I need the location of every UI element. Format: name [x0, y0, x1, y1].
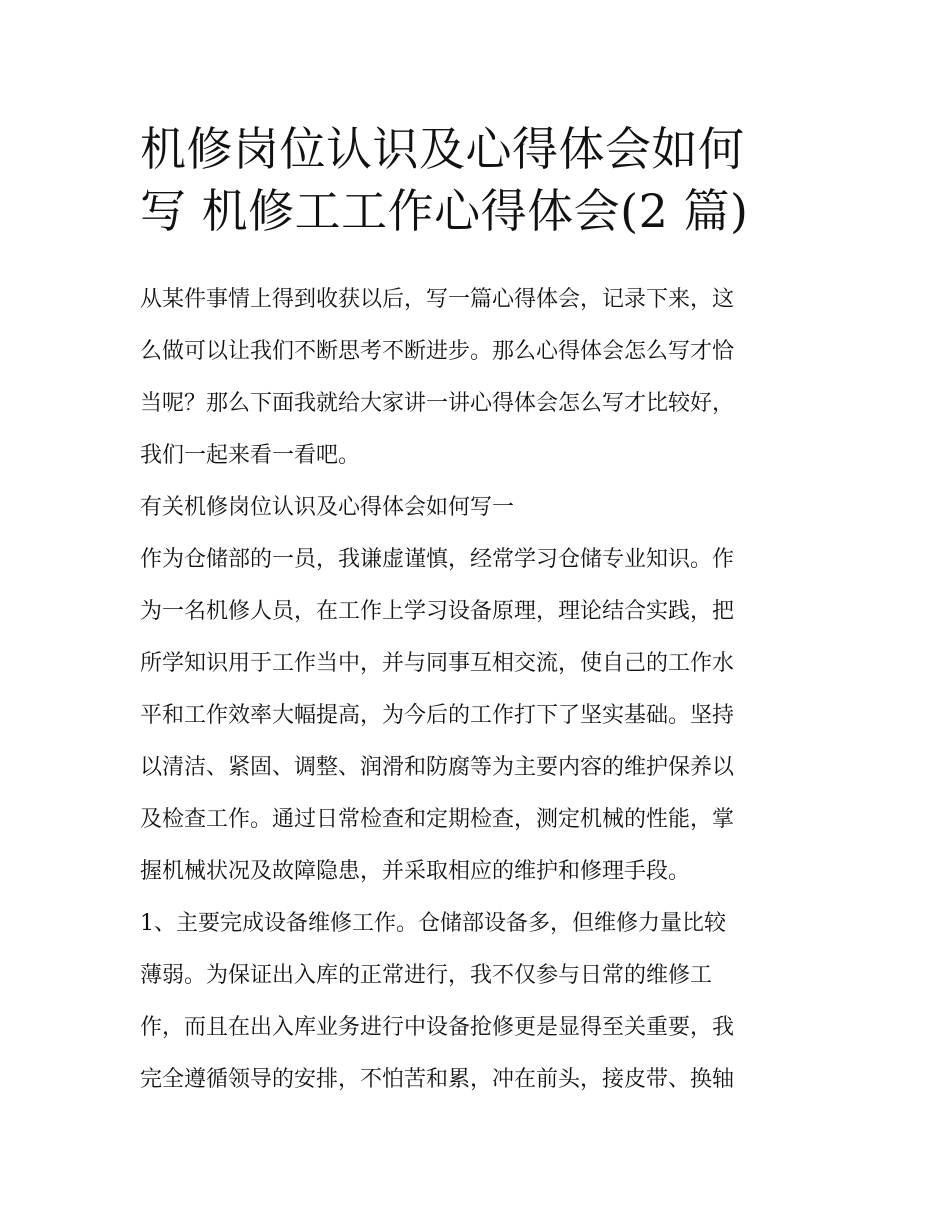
- intro-line: 从某件事情上得到收获以后，写一篇心得体会，记录下来，这: [140, 287, 735, 312]
- paragraph-line: 及检查工作。通过日常检查和定期检查，测定机械的性能，掌: [140, 807, 735, 832]
- paragraph-line: 握机械状况及故障隐患，并采取相应的维护和修理手段。: [140, 859, 691, 884]
- paragraph-line: 为一名机修人员，在工作上学习设备原理，理论结合实践，把: [140, 599, 735, 624]
- intro-line: 么做可以让我们不断思考不断进步。那么心得体会怎么写才恰: [140, 339, 735, 364]
- title-line: 写 机修工工作心得体会(2 篇): [140, 184, 749, 238]
- paragraph-line: 1、主要完成设备维修工作。仓储部设备多，但维修力量比较: [140, 911, 726, 936]
- paragraph-line: 完全遵循领导的安排，不怕苦和累，冲在前头，接皮带、换轴: [140, 1067, 735, 1092]
- section-heading: 有关机修岗位认识及心得体会如何写一: [140, 495, 515, 520]
- intro-line: 我们一起来看一看吧。: [140, 443, 361, 468]
- paragraph-line: 作，而且在出入库业务进行中设备抢修更是显得至关重要，我: [140, 1015, 735, 1040]
- document-title: [140, 118, 830, 242]
- paragraph-line: 以清洁、紧固、调整、润滑和防腐等为主要内容的维护保养以: [140, 755, 735, 780]
- paragraph-line: 作为仓储部的一员，我谦虚谨慎，经常学习仓储专业知识。作: [140, 547, 735, 572]
- paragraph-line: 薄弱。为保证出入库的正常进行，我不仅参与日常的维修工: [140, 963, 713, 988]
- paragraph-line: 所学知识用于工作当中，并与同事互相交流，使自己的工作水: [140, 651, 735, 676]
- document-body: [140, 274, 820, 1106]
- intro-line: 当呢？那么下面我就给大家讲一讲心得体会怎么写才比较好，: [140, 391, 735, 416]
- paragraph-line: 平和工作效率大幅提高，为今后的工作打下了坚实基础。坚持: [140, 703, 735, 728]
- title-line: 机修岗位认识及心得体会如何: [140, 122, 745, 176]
